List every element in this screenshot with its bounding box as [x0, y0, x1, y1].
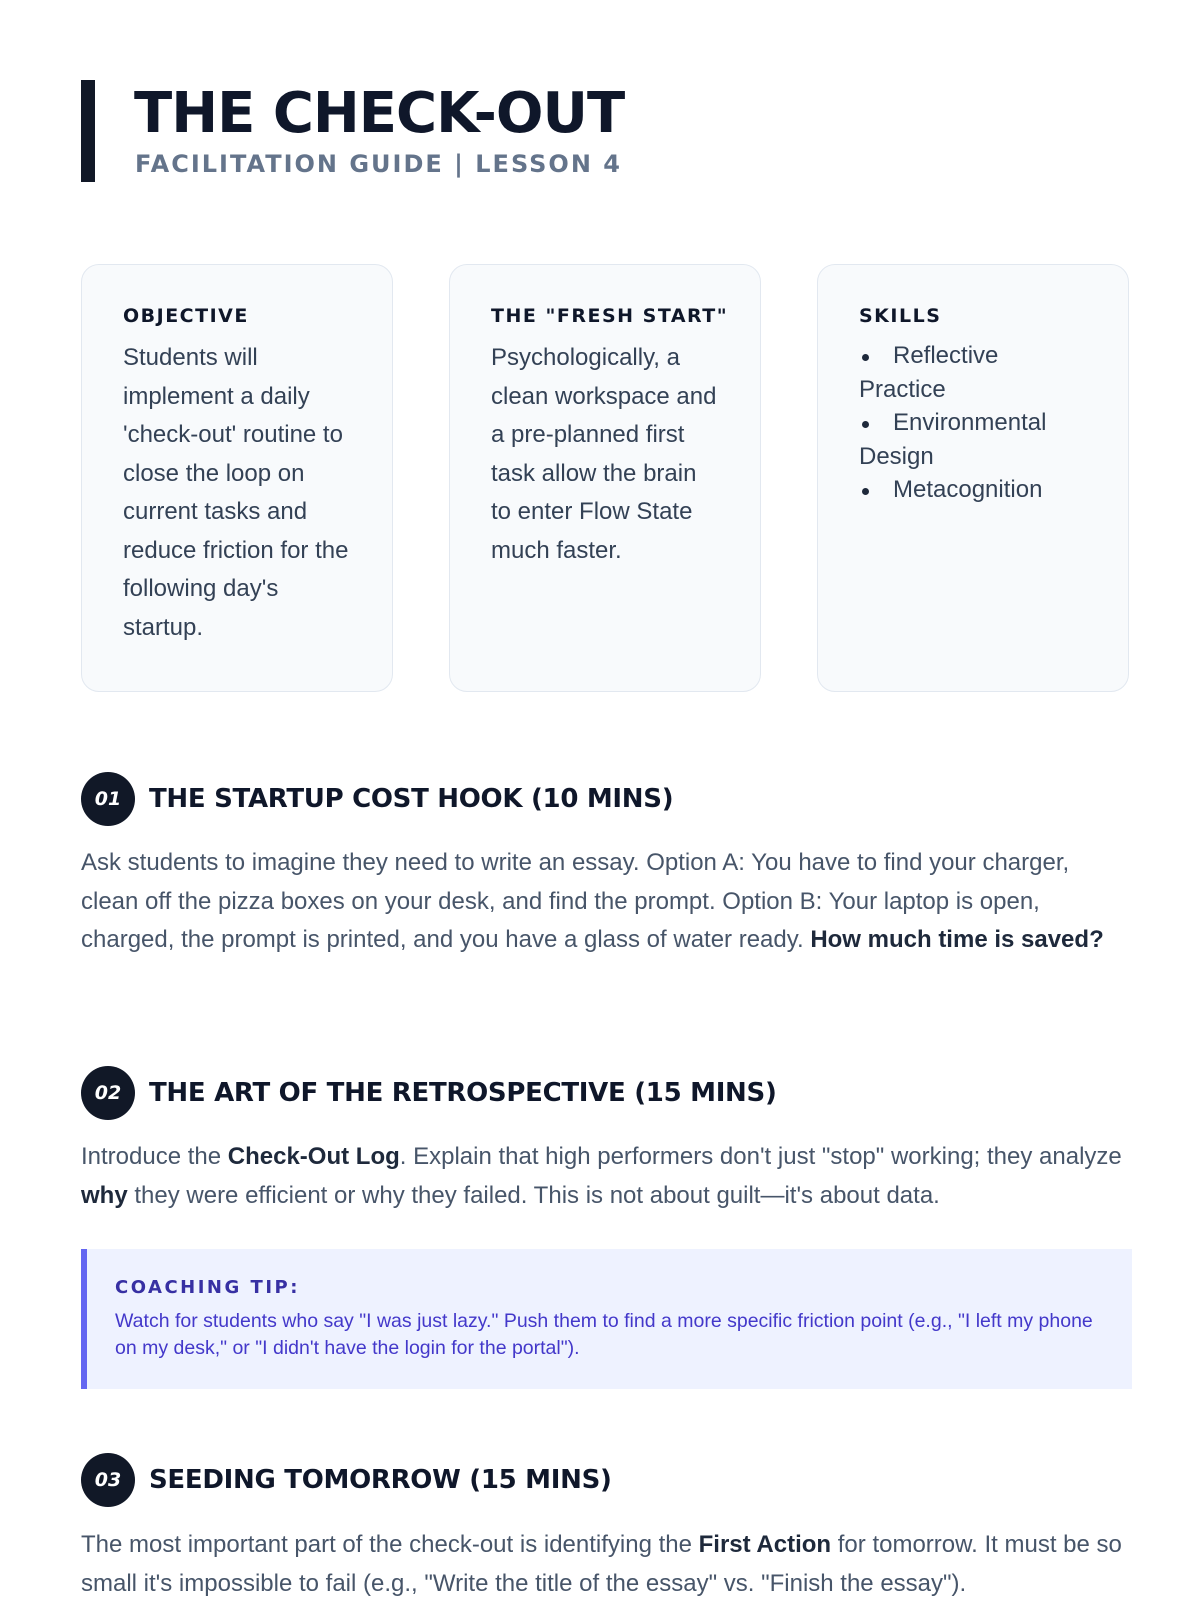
coaching-tip-text: Watch for students who say "I was just lazy." Push them to find a more specific friction point (e.g., "I left my phone on my desk," or "I didn't have the login for the portal"). [115, 1310, 1093, 1359]
section-emphasis: How much time is saved? [810, 926, 1104, 953]
section-text: for tomorrow. It must be so small it's impossible to fail (e.g., "Write the title of the essay" vs. "Finish the essay"). [81, 1531, 1122, 1597]
skills-card [817, 264, 1129, 692]
section-number-badge: 01 [81, 772, 135, 826]
section-title: SEEDING TOMORROW (15 MINS) [149, 1465, 612, 1495]
objective-card [81, 264, 393, 692]
section-emphasis: First Action [698, 1531, 832, 1558]
section-01-text [81, 844, 1132, 960]
fresh-start-text: Psychologically, a clean workspace and a pre-planned first task allow the brain to enter Flow State much faster. [491, 344, 717, 564]
section-03-header [81, 1453, 1132, 1509]
section-text: The most important part of the check-out is identifying the [81, 1531, 699, 1558]
section-emphasis: Check-Out Log [227, 1143, 400, 1170]
header-accent-bar [81, 80, 95, 182]
coaching-tip-label: COACHING TIP: [115, 1277, 300, 1298]
section-text: Ask students to imagine they need to write an essay. Option A: You have to find your charger, clean off the pizza boxes on your desk, and find the prompt. Option B: Your laptop is open, charged, the prompt is printed, and you have a glass of water ready. [81, 849, 1070, 953]
section-number-badge: 02 [81, 1066, 135, 1120]
skills-label: SKILLS [859, 305, 942, 327]
coaching-tip-callout [81, 1249, 1132, 1389]
page-title: THE CHECK-OUT [134, 81, 625, 146]
section-emphasis: why [81, 1181, 128, 1209]
skills-list [859, 339, 1088, 507]
section-title: THE ART OF THE RETROSPECTIVE (15 MINS) [149, 1078, 777, 1108]
fresh-start-card [449, 264, 761, 692]
section-01-header [81, 772, 1132, 828]
page-subtitle: FACILITATION GUIDE | LESSON 4 [135, 150, 622, 178]
section-03-text [81, 1526, 1132, 1603]
section-text: Introduce the [81, 1143, 228, 1170]
objective-text: Students will implement a daily 'check-out' routine to close the loop on current tasks and reduce friction for the following day's startup. [123, 344, 349, 641]
skill-item: Reflective Practice [859, 339, 1088, 406]
section-text: they were efficient or why they failed. This is not about guilt—it's about data. [127, 1181, 940, 1209]
overview-cards [81, 264, 1132, 694]
objective-label: OBJECTIVE [123, 305, 249, 327]
section-text: . Explain that high performers don't just "stop" working; they analyze [399, 1143, 1122, 1170]
page-header [81, 80, 981, 182]
skill-item: Metacognition [859, 473, 1088, 507]
section-title: THE STARTUP COST HOOK (10 MINS) [149, 784, 674, 814]
section-02-header [81, 1066, 1132, 1122]
fresh-start-label: THE "FRESH START" [491, 305, 729, 327]
skill-item: Environmental Design [859, 406, 1088, 473]
section-02-text [81, 1138, 1132, 1215]
section-number-badge: 03 [81, 1453, 135, 1507]
